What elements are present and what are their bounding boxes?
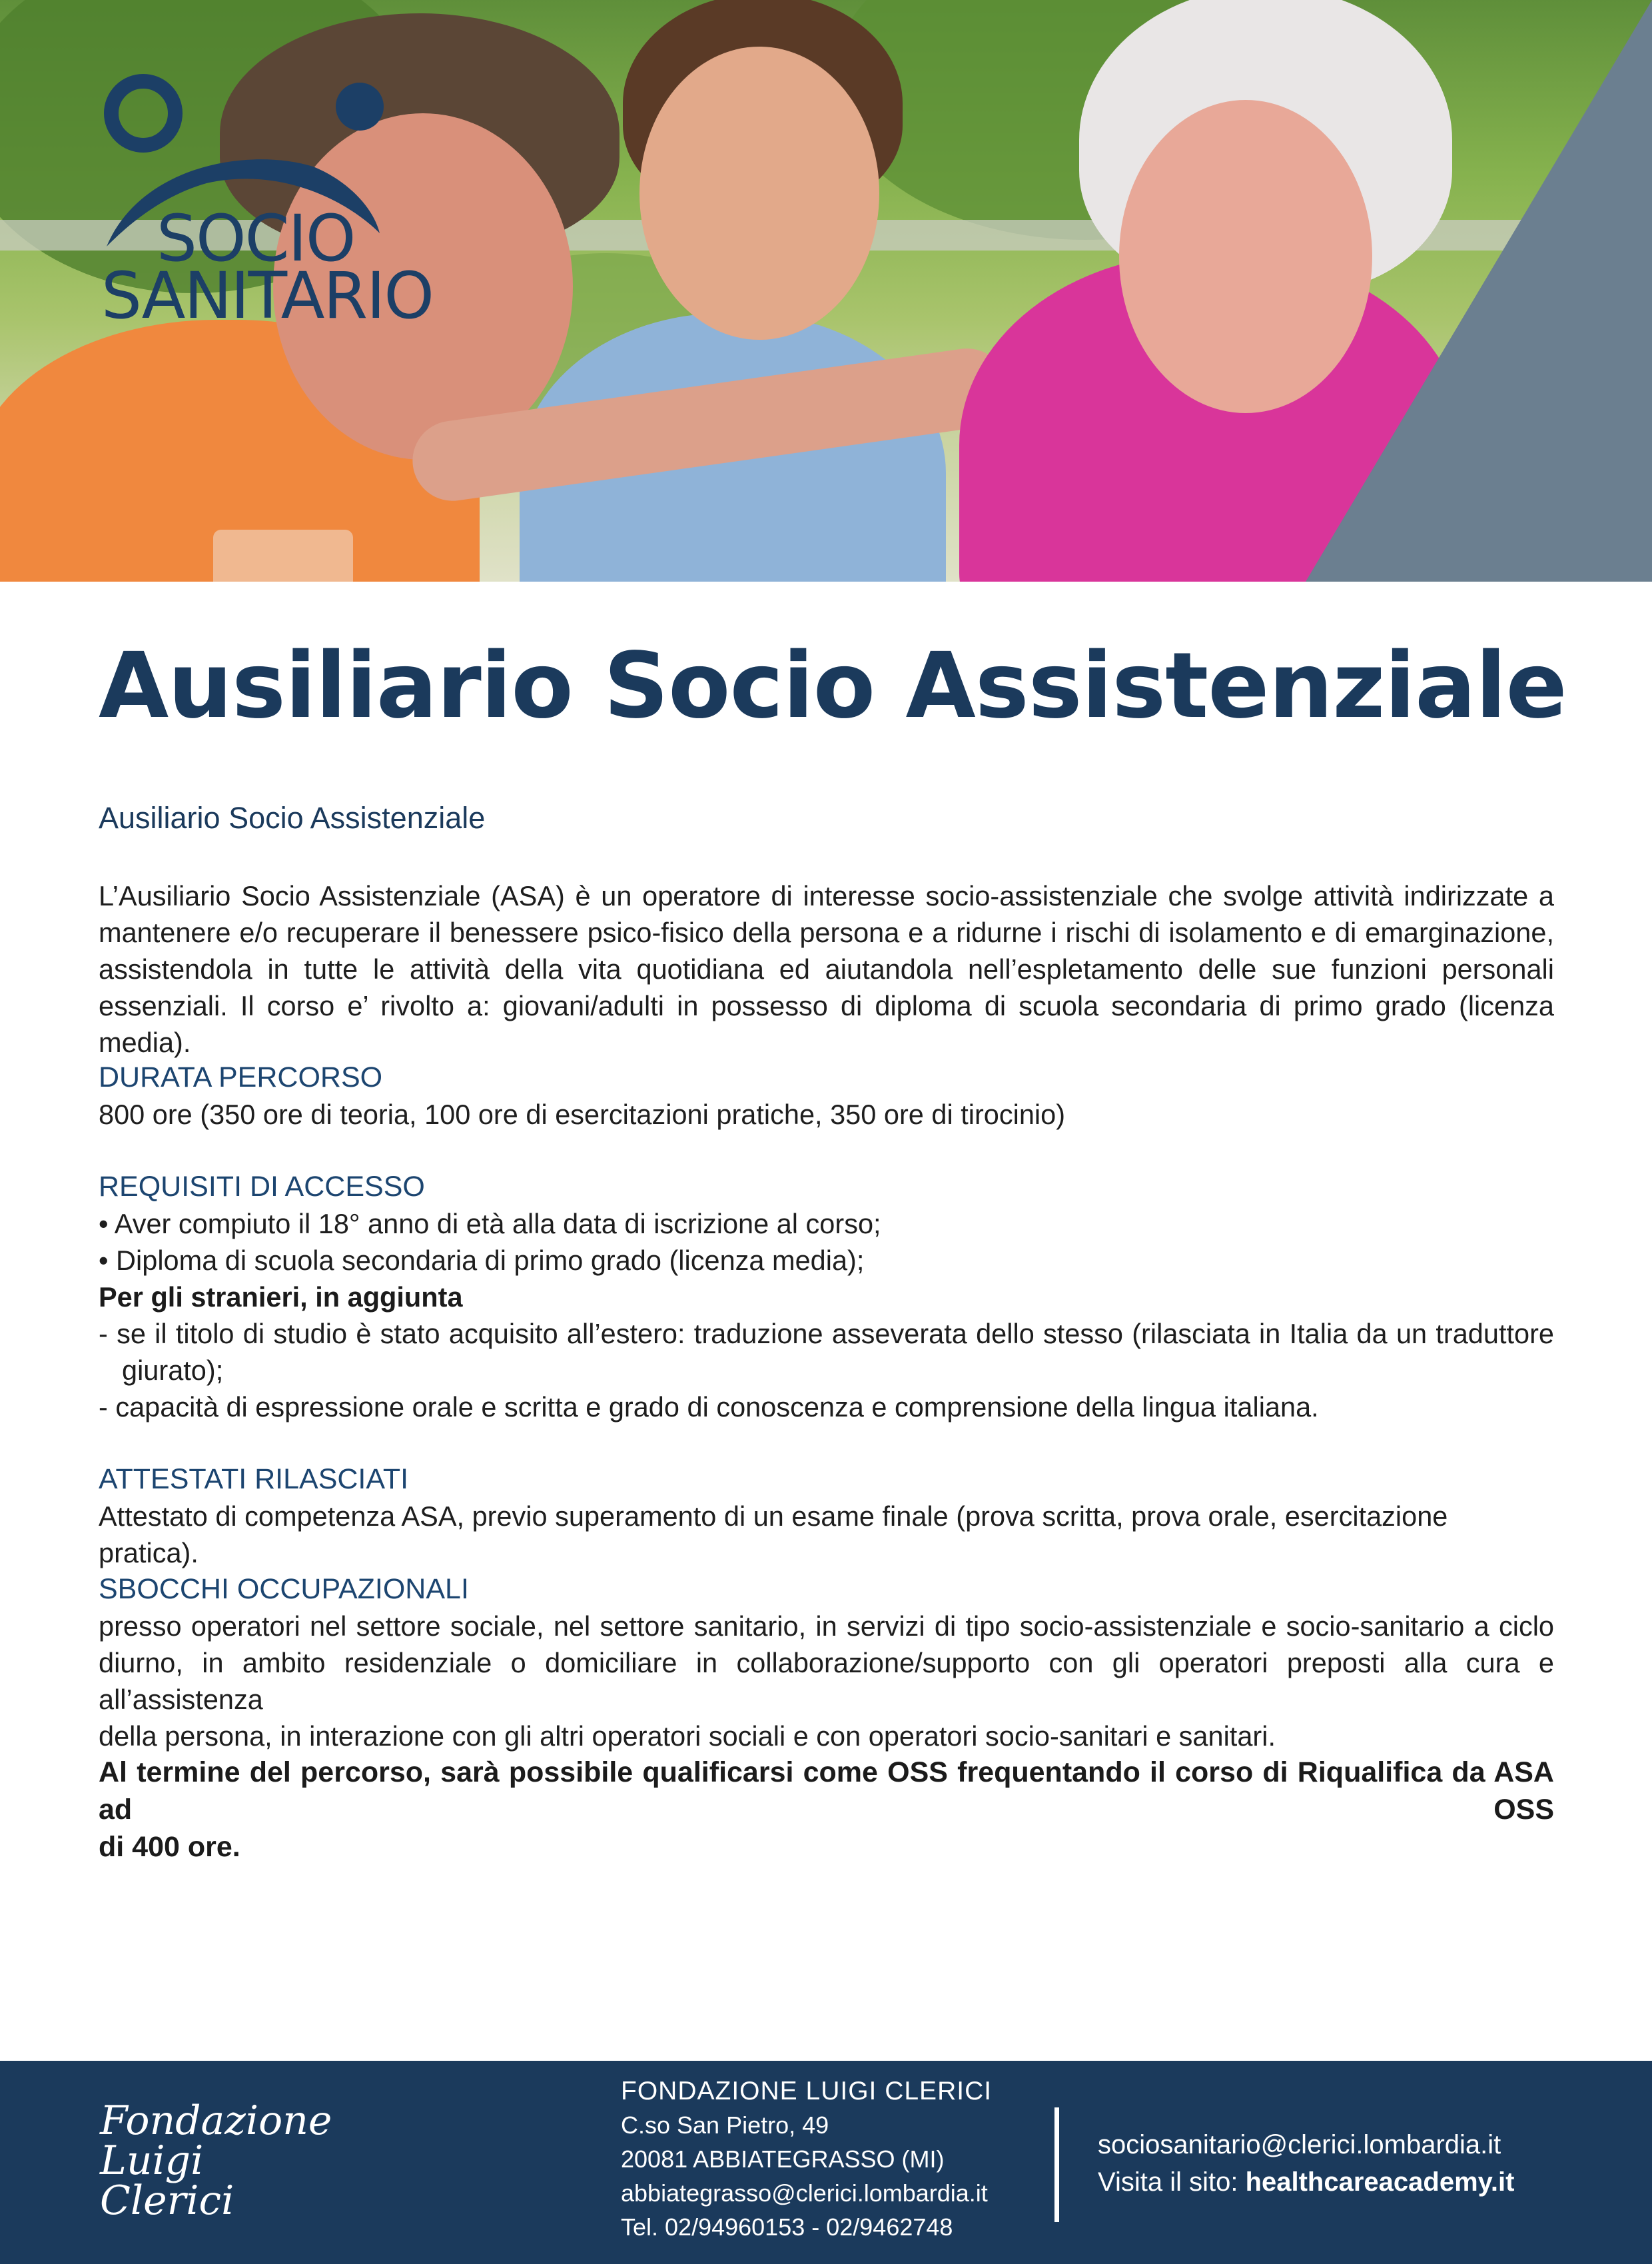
accent-triangle-shape: [1306, 0, 1652, 582]
footer-contact: [1098, 2126, 1514, 2201]
footer-site-prefix: Visita il sito:: [1098, 2167, 1246, 2197]
footer-site-link[interactable]: healthcareacademy.it: [1245, 2167, 1515, 2197]
page-title: Ausiliario Socio Assistenziale: [99, 634, 1567, 739]
final-note-line: Al termine del percorso, sarà possibile qualificarsi come OSS frequentando il corso di Riqualifica da ASA ad OSS: [99, 1756, 1554, 1826]
section-durata: [99, 1059, 1554, 1133]
logo-word-clerici: Clerici: [100, 2177, 234, 2224]
footer-contact-email[interactable]: sociosanitario@clerici.lombardia.it: [1098, 2130, 1501, 2159]
fondazione-clerici-logo: [100, 2097, 332, 2231]
footer-address-line: 20081 ABBIATEGRASSO (MI): [621, 2145, 945, 2173]
section-heading: REQUISITI DI ACCESSO: [99, 1171, 425, 1203]
section-text-line: presso operatori nel settore sociale, nel settore sanitario, in servizi di tipo socio-assistenziale e socio-sanitario a ciclo: [99, 1610, 1554, 1642]
section-text: Attestato di competenza ASA, previo superamento di un esame finale (prova scritta, prova orale, esercitazione pratica).: [99, 1500, 1448, 1568]
section-heading: ATTESTATI RILASCIATI: [99, 1463, 409, 1495]
accent-triangle: [1306, 0, 1652, 582]
foreign-requirement-continued: giurato);: [122, 1355, 224, 1386]
logo-word-socio: SOCIO: [157, 201, 355, 276]
section-requisiti: [99, 1168, 1554, 1425]
intro-line: L’Ausiliario Socio Assistenziale (ASA) è un operatore di interesse socio-assistenziale che svolge attività indirizzate a: [99, 880, 1554, 911]
hero-photo: [0, 0, 1652, 582]
logo-right-dot: [336, 83, 384, 131]
footer-phone: Tel. 02/94960153 - 02/9462748: [621, 2213, 953, 2241]
section-text-line: della persona, in interazione con gli altri operatori sociali e con operatori socio-sanitari e sanitari.: [99, 1720, 1276, 1752]
final-note-line: di 400 ore.: [99, 1831, 240, 1863]
footer-address: [621, 2074, 992, 2244]
intro-line: mantenere e/o recuperare il benessere psico-fisico della persona e a ridurne i rischi di isolamento e di emarginazione,: [99, 917, 1554, 948]
footer-divider: [1054, 2107, 1059, 2222]
intro-line: essenziali. Il corso e’ rivolto a: giovani/adulti in possesso di diploma di scuola secondaria di primo grado (licenza media).: [99, 990, 1554, 1058]
footer-org-name: FONDAZIONE LUIGI CLERICI: [621, 2077, 993, 2105]
section-heading: SBOCCHI OCCUPAZIONALI: [99, 1573, 469, 1605]
requirement-bullet: • Aver compiuto il 18° anno di età alla data di iscrizione al corso;: [99, 1208, 881, 1239]
intro-paragraph: [99, 877, 1554, 1061]
nurse-face: [639, 47, 879, 340]
section-heading: DURATA PERCORSO: [99, 1061, 383, 1093]
footer: [0, 2061, 1652, 2264]
page-subtitle: Ausiliario Socio Assistenziale: [99, 801, 486, 835]
footer-office-email[interactable]: abbiategrasso@clerici.lombardia.it: [621, 2179, 988, 2207]
logo-word-luigi: Luigi: [100, 2137, 204, 2184]
logo-word-sanitario: SANITARIO: [101, 259, 433, 333]
section-text-line: diurno, in ambito residenziale o domiciliare in collaborazione/supporto con gli operatori preposti alla cura e all’assistenza: [99, 1647, 1554, 1715]
drinking-glass: [213, 530, 353, 582]
footer-address-line: C.so San Pietro, 49: [621, 2111, 829, 2139]
final-note: [99, 1754, 1554, 1866]
requirement-bullet: • Diploma di scuola secondaria di primo grado (licenza media);: [99, 1245, 865, 1276]
logo-left-ring: [111, 81, 175, 145]
foreign-requirements-heading: Per gli stranieri, in aggiunta: [99, 1281, 463, 1313]
section-text: 800 ore (350 ore di teoria, 100 ore di esercitazioni pratiche, 350 ore di tirocinio): [99, 1099, 1066, 1130]
section-attestati: [99, 1460, 1554, 1571]
logo-word-fondazione: Fondazione: [100, 2097, 332, 2144]
foreign-requirement: - capacità di espressione orale e scritta e grado di conoscenza e comprensione della lingua italiana.: [99, 1391, 1319, 1422]
foreign-requirement: - se il titolo di studio è stato acquisito all’estero: traduzione asseverata dello stesso (rilasciata in Italia da un traduttore: [99, 1318, 1554, 1349]
section-sbocchi: [99, 1570, 1554, 1754]
footer-site-line: [1098, 2163, 1514, 2201]
intro-line: assistendola in tutte le attività della vita quotidiana ed aiutandola nell’espletamento delle sue funzioni personali: [99, 953, 1554, 985]
